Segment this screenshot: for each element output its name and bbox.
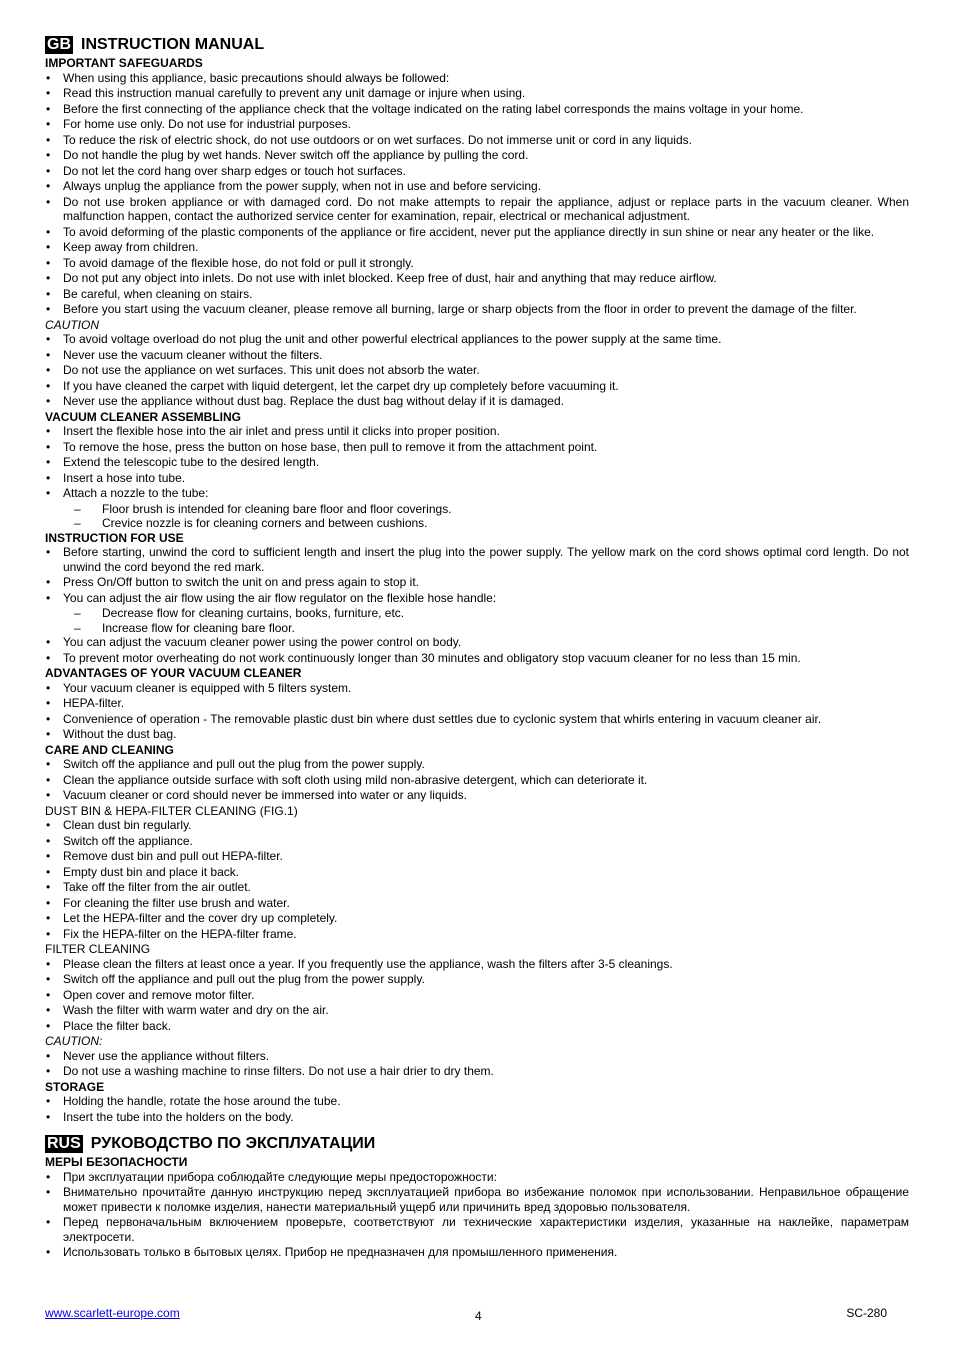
- subsection-heading: ADVANTAGES OF YOUR VACUUM CLEANER: [45, 666, 302, 680]
- section-body-rus: [45, 1155, 909, 1260]
- bullet-item: • Before you start using the vacuum cleaner, please remove all burning, large or sharp objects from the floor in order to prevent the damage of the filter.: [45, 302, 909, 317]
- bullet-item: • For home use only. Do not use for industrial purposes.: [45, 117, 909, 132]
- sub-item: – Crevice nozzle is for cleaning corners and between cushions.: [45, 516, 909, 531]
- bullet-item: • Place the filter back.: [45, 1019, 909, 1034]
- bullet-item: • To prevent motor overheating do not work continuously longer than 30 minutes and obligatory stop vacuum cleaner for no less than 15 min.: [45, 651, 909, 666]
- bullet-item: • Read this instruction manual carefully to prevent any unit damage or injure when using.: [45, 86, 909, 101]
- bullet-item: • Внимательно прочитайте данную инструкцию перед эксплуатацией прибора во избежание поломок при использовании. Неправильное обращение может привести к поломке изделия, нанести материальный ущерб или причинить вред здоровью пользователя.: [45, 1185, 909, 1214]
- bullet-item: • Insert the flexible hose into the air inlet and press until it clicks into proper position.: [45, 424, 909, 439]
- bullet-list: [45, 71, 909, 317]
- bullet-item: • Before the first connecting of the appliance check that the voltage indicated on the rating label corresponds the mains voltage in your home.: [45, 102, 909, 117]
- bullet-list: [45, 424, 909, 531]
- subsection-heading: INSTRUCTION FOR USE: [45, 530, 184, 545]
- bullet-item: • To avoid deforming of the plastic components of the appliance or fire accident, never put the appliance directly in sun shine or near any heater or the like.: [45, 225, 909, 240]
- bullet-item: • When using this appliance, basic precautions should always be followed:: [45, 71, 909, 86]
- bullet-item: • To avoid damage of the flexible hose, do not fold or pull it strongly.: [45, 256, 909, 271]
- bullet-item: • Be careful, when cleaning on stairs.: [45, 287, 909, 302]
- bullet-item: • Empty dust bin and place it back.: [45, 865, 909, 880]
- bullet-list: [45, 1094, 909, 1124]
- bullet-list: [45, 957, 909, 1034]
- bullet-item: • Let the HEPA-filter and the cover dry up completely.: [45, 911, 909, 926]
- bullet-list: [45, 757, 909, 803]
- bullet-list: [45, 681, 909, 742]
- bullet-item: • Attach a nozzle to the tube:: [45, 486, 909, 501]
- bullet-item: • Never use the appliance without filters.: [45, 1049, 909, 1064]
- section-gap: [45, 1125, 909, 1133]
- section-body-gb: [45, 56, 909, 1124]
- bullet-item: • For cleaning the filter use brush and water.: [45, 896, 909, 911]
- bullet-item: • Fix the HEPA-filter on the HEPA-filter frame.: [45, 927, 909, 942]
- bullet-list: [45, 332, 909, 409]
- bullet-item: • Take off the filter from the air outlet.: [45, 880, 909, 895]
- bullet-item: • Holding the handle, rotate the hose around the tube.: [45, 1094, 909, 1109]
- bullet-item: • Clean the appliance outside surface with soft cloth using mild non-abrasive detergent, which can deteriorate it.: [45, 773, 909, 788]
- language-badge-rus: RUS: [47, 1135, 81, 1152]
- bullet-item: • Do not use the appliance on wet surfaces. This unit does not absorb the water.: [45, 363, 909, 378]
- bullet-item: • Do not use broken appliance or with damaged cord. Do not make attempts to repair the appliance, adjust or replace parts in the vacuum cleaner. When malfunction happen, contact the authorized service center for examination, repair, electrical or mechanical adjustment.: [45, 195, 909, 224]
- bullet-item: • To reduce the risk of electric shock, do not use outdoors or on wet surfaces. Do not immerse unit or cord in any liquids.: [45, 133, 909, 148]
- bullet-item: • You can adjust the air flow using the air flow regulator on the flexible hose handle:: [45, 591, 909, 606]
- bullet-item: • Press On/Off button to switch the unit on and press again to stop it.: [45, 575, 909, 590]
- bullet-item: • Keep away from children.: [45, 240, 909, 255]
- bullet-item: • Insert the tube into the holders on the body.: [45, 1110, 909, 1125]
- section-title-rus: РУКОВОДСТВО ПО ЭКСПЛУАТАЦИИ: [90, 1135, 376, 1152]
- sub-item: – Decrease flow for cleaning curtains, books, furniture, etc.: [45, 606, 909, 621]
- language-badge-gb: GB: [47, 36, 71, 53]
- subsection-label: DUST BIN & HEPA-FILTER CLEANING (FIG.1): [45, 803, 298, 818]
- bullet-item: • Please clean the filters at least once a year. If you frequently use the appliance, wash the filters after 3-5 cleanings.: [45, 957, 909, 972]
- bullet-item: • To avoid voltage overload do not plug the unit and other powerful electrical appliances to the power supply at the same time.: [45, 332, 909, 347]
- subsection-heading: CARE AND CLEANING: [45, 742, 174, 757]
- bullet-item: • Wash the filter with warm water and dry on the air.: [45, 1003, 909, 1018]
- bullet-item: • Clean dust bin regularly.: [45, 818, 909, 833]
- bullet-item: • You can adjust the vacuum cleaner power using the power control on body.: [45, 635, 909, 650]
- bullet-item: • Open cover and remove motor filter.: [45, 988, 909, 1003]
- bullet-item: • HEPA-filter.: [45, 696, 909, 711]
- subsection-heading: МЕРЫ БЕЗОПАСНОСТИ: [45, 1155, 188, 1169]
- section-header-gb: [45, 34, 909, 56]
- bullet-list: [45, 1049, 909, 1079]
- bullet-item: • Convenience of operation - The removable plastic dust bin where dust settles due to cyclonic system that whirls entering in vacuum cleaner air.: [45, 712, 909, 727]
- bullet-list: [45, 545, 909, 665]
- section-title-gb: INSTRUCTION MANUAL: [81, 36, 265, 53]
- bullet-item: • Перед первоначальным включением проверьте, соответствуют ли технические характеристики изделия, указанные на наклейке, параметрам электросети.: [45, 1215, 909, 1244]
- sub-item: – Increase flow for cleaning bare floor.: [45, 621, 909, 636]
- document-page: [45, 34, 909, 1261]
- bullet-item: • Использовать только в бытовых целях. Прибор не предназначен для промышленного применения.: [45, 1245, 909, 1260]
- subsection-heading: STORAGE: [45, 1079, 105, 1094]
- bullet-item: • Do not handle the plug by wet hands. Never switch off the appliance by pulling the cord.: [45, 148, 909, 163]
- bullet-item: • To remove the hose, press the button on hose base, then pull to remove it from the attachment point.: [45, 440, 909, 455]
- caution-label: CAUTION:: [45, 1034, 103, 1048]
- bullet-item: • Do not let the cord hang over sharp edges or touch hot surfaces.: [45, 164, 909, 179]
- bullet-item: • If you have cleaned the carpet with liquid detergent, let the carpet dry up completely before vacuuming it.: [45, 379, 909, 394]
- bullet-item: • Do not use a washing machine to rinse filters. Do not use a hair drier to dry them.: [45, 1064, 909, 1079]
- bullet-list: [45, 1170, 909, 1260]
- page-footer: [45, 1306, 909, 1326]
- bullet-item: • Do not put any object into inlets. Do not use with inlet blocked. Keep free of dust, hair and anything that may reduce airflow.: [45, 271, 909, 286]
- bullet-item: • Switch off the appliance and pull out the plug from the power supply.: [45, 972, 909, 987]
- caution-label: CAUTION: [45, 317, 99, 332]
- page-number: 4: [475, 1309, 482, 1323]
- subsection-label: FILTER CLEANING: [45, 942, 151, 956]
- bullet-item: • Vacuum cleaner or cord should never be immersed into water or any liquids.: [45, 788, 909, 803]
- model-number: SC-280: [846, 1306, 887, 1320]
- bullet-list: [45, 818, 909, 941]
- sub-item: – Floor brush is intended for cleaning bare floor and floor coverings.: [45, 502, 909, 517]
- bullet-item: • Never use the appliance without dust bag. Replace the dust bag without delay if it is damaged.: [45, 394, 909, 409]
- bullet-item: • Never use the vacuum cleaner without the filters.: [45, 348, 909, 363]
- bullet-item: • Always unplug the appliance from the power supply, when not in use and before servicing.: [45, 179, 909, 194]
- bullet-item: • Extend the telescopic tube to the desired length.: [45, 455, 909, 470]
- section-header-rus: [45, 1133, 909, 1155]
- bullet-item: • Switch off the appliance.: [45, 834, 909, 849]
- bullet-item: • Switch off the appliance and pull out the plug from the power supply.: [45, 757, 909, 772]
- bullet-item: • Insert a hose into tube.: [45, 471, 909, 486]
- footer-link[interactable]: www.scarlett-europe.com: [45, 1306, 180, 1320]
- bullet-item: • Your vacuum cleaner is equipped with 5 filters system.: [45, 681, 909, 696]
- bullet-item: • При эксплуатации прибора соблюдайте следующие меры предосторожности:: [45, 1170, 909, 1185]
- subsection-heading: VACUUM CLEANER ASSEMBLING: [45, 409, 242, 424]
- bullet-item: • Remove dust bin and pull out HEPA-filter.: [45, 849, 909, 864]
- bullet-item: • Without the dust bag.: [45, 727, 909, 742]
- bullet-item: • Before starting, unwind the cord to sufficient length and insert the plug into the power supply. The yellow mark on the cord shows optimal cord length. Do not unwind the cord beyond the red mark.: [45, 545, 909, 574]
- subsection-heading: IMPORTANT SAFEGUARDS: [45, 56, 203, 70]
